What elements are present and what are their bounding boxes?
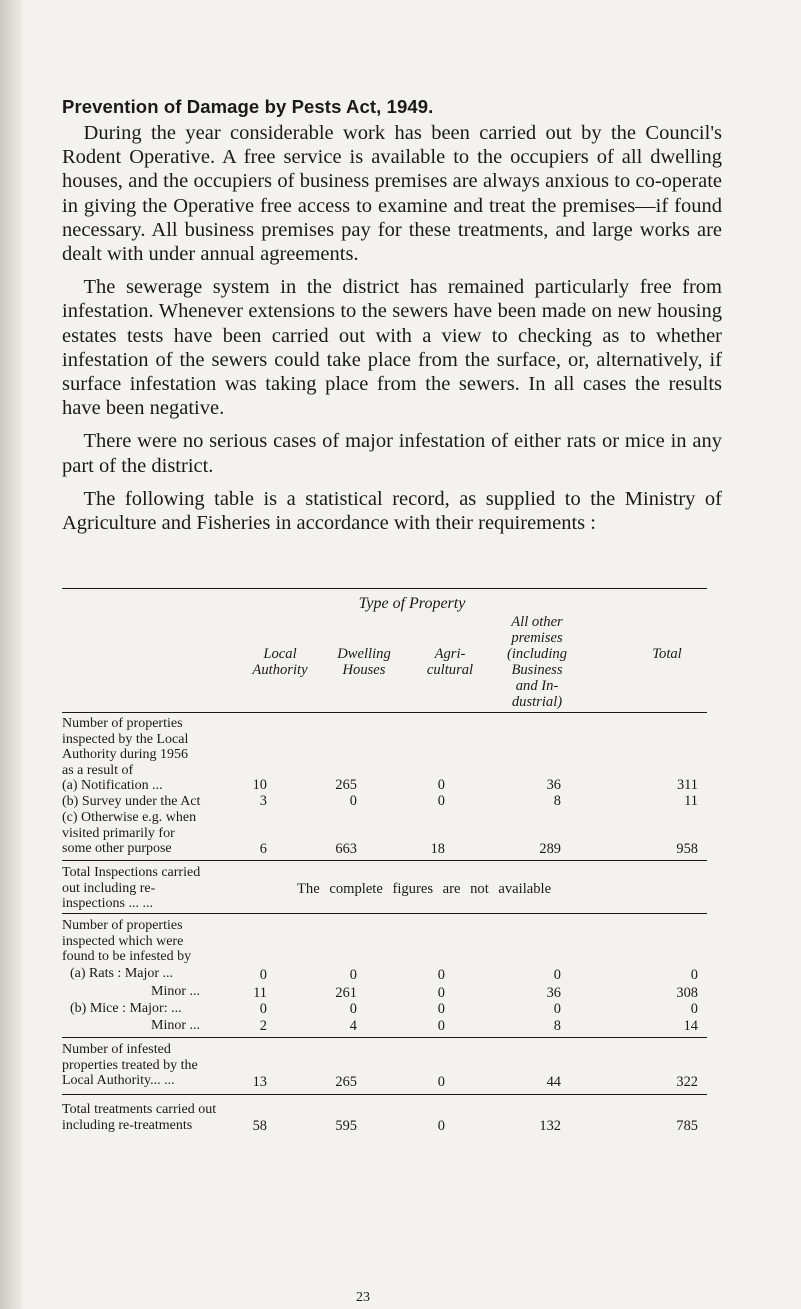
section3-label: Number of properties inspected which were found to be infested by: [62, 918, 192, 964]
section4-label: Number of infested properties treated by the Local Authority... ...: [62, 1042, 198, 1088]
section2-bottom-rule: [62, 913, 707, 914]
statistics-table: Type of Property Local Authority Dwelling Houses Agri- cultural All other premises (including Business and In- dustrial) Total Number of properties inspected by the Local Authority during 1956 as a result of (a) Notification ... 10 265 0 36 311 (b) Survey under the Act 3 0 0 8 11 (c) Otherwise e.g. when visited primarily for some other purpose 6 663 18 289 958 Total Inspections carried out including re- inspections ... ... The complete figures are not available Number of properties inspected which were found to be infested by (a) Rats : Major ... 0 0 0 0 0 Minor ... 11 261 0 36 308 (b) Mice : Major: ... 0 0 0 0 0 Minor ... 2 4 0 8 14 Number of infested properties treated by the Local Authority... ... 13 265 0 44 322 Total treatments carried out including re-treatments 58 595 0 132 785: [62, 588, 707, 1278]
section3-bottom-rule: [62, 1037, 707, 1038]
paragraph-1: During the year considerable work has been carried out by the Council's Rodent Operative. A free service is available to the occupiers of all dwelling houses, and the occupiers of business premises are always anxious to co-operate in giving the Operative free access to examine and treat the premises—if found necessary. All business premises pay for these treatments, and large works are dealt with under annual agreements.: [62, 122, 722, 266]
header-bottom-rule: [62, 712, 707, 713]
book-spine-shadow: [0, 0, 22, 1309]
figures-not-available-note: The complete figures are not available: [297, 881, 552, 897]
page-text: [62, 96, 722, 544]
row-rats-minor-label: Minor ...: [151, 984, 200, 999]
table-group-header: Type of Property: [358, 595, 466, 612]
row-mice-minor-label: Minor ...: [151, 1018, 200, 1033]
paragraph-4: The following table is a statistical record, as supplied to the Ministry of Agriculture and Fisheries in accordance with their requirements :: [62, 487, 722, 535]
row-notification-label: (a) Notification ...: [62, 778, 163, 793]
col-header-dwelling: Dwelling Houses: [337, 646, 391, 678]
row-mice-major-label: (b) Mice : Major: ...: [70, 1001, 182, 1016]
section-heading: Prevention of Damage by Pests Act, 1949.: [62, 96, 434, 117]
col-header-local: Local Authority: [252, 646, 308, 678]
row-survey-label: (b) Survey under the Act: [62, 794, 201, 809]
section5-label: Total treatments carried out including re-treatments: [62, 1102, 217, 1133]
row-otherwise-label: (c) Otherwise e.g. when visited primarily for some other purpose: [62, 810, 197, 856]
page-number: 23: [356, 1290, 370, 1305]
row-rats-major-label: (a) Rats : Major ...: [70, 966, 174, 981]
col-header-total: Total: [652, 646, 682, 662]
section1-label: Number of properties inspected by the Local Authority during 1956 as a result of: [62, 716, 189, 778]
section1-bottom-rule: [62, 860, 707, 861]
col-header-all-other: All other premises (including Business and In- dustrial): [507, 614, 567, 710]
table-top-rule: [62, 588, 707, 589]
paragraph-2: The sewerage system in the district has remained particularly free from infestation. Whenever extensions to the sewers have been made on new housing estates tests have been carried out with a view to checking as to whether infestation of the sewers could take place from the surface, or, alternatively, if surface infestation was taking place from the sewers. In all cases the results have been negative.: [62, 276, 722, 420]
section4-bottom-rule: [62, 1094, 707, 1095]
section2-label: Total Inspections carried out including re- inspections ... ...: [62, 865, 201, 911]
paragraph-3: There were no serious cases of major infestation of either rats or mice in any part of the district.: [62, 430, 722, 477]
col-header-agricultural: Agri- cultural: [426, 646, 474, 678]
